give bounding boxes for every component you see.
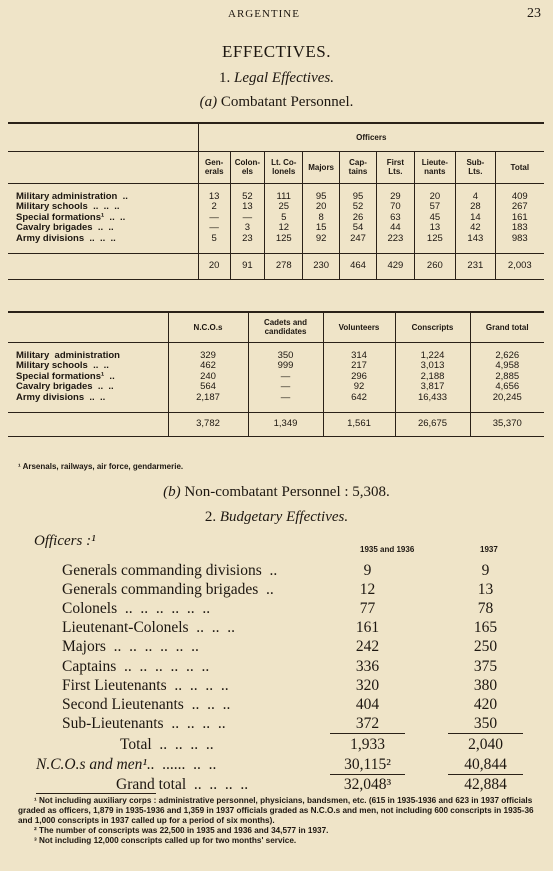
officers-column <box>303 183 339 253</box>
personnel-cell: 92 <box>353 381 365 393</box>
personnel-cell: 564 <box>200 381 216 393</box>
officers-header-8: Total <box>495 151 544 183</box>
section-2-title: Budgetary Effectives. <box>219 509 349 525</box>
officers-total-cell: 20 <box>198 253 230 279</box>
budget-value-1935: 9 <box>363 562 372 579</box>
officers-cell: 42 <box>470 222 481 234</box>
officers-cell: 161 <box>511 211 528 223</box>
subsection-b-heading <box>0 484 553 501</box>
officers-cell: 63 <box>390 211 401 223</box>
budget-value-1935: 372 <box>330 715 405 734</box>
budget-value-1935: 404 <box>355 695 380 713</box>
officers-cell: 13 <box>208 190 220 202</box>
personnel-header-1: Cadets and candidates <box>248 312 323 342</box>
budget-row-label: Total .. .. .. .. <box>120 736 214 753</box>
page-number: 23 <box>527 6 541 21</box>
officers-total-cell: 464 <box>339 253 376 279</box>
officers-cell: 2 <box>211 201 217 213</box>
personnel-cell: 1,224 <box>420 349 445 361</box>
budget-row-label: Grand total .. .. .. .. <box>116 776 249 793</box>
budget-value-1935: 30,115² <box>330 756 405 775</box>
officers-cell: 44 <box>390 222 401 234</box>
personnel-header-2: Volunteers <box>323 312 395 342</box>
officers-cell: 125 <box>426 232 443 244</box>
officers-cell: 267 <box>511 201 528 213</box>
col-1937-header: 1937 <box>480 545 498 554</box>
officers-cell: 143 <box>467 232 484 244</box>
budget-value-1935: 12 <box>359 581 376 599</box>
officers-row-label: Military schools .. .. .. <box>16 201 120 213</box>
personnel-row-label: Military administration <box>16 349 120 361</box>
personnel-total-cell: 1,349 <box>248 412 323 436</box>
officers-row-label: Military administration .. <box>16 190 128 202</box>
officers-cell: 8 <box>318 211 324 223</box>
officers-cell: 95 <box>352 190 364 202</box>
officers-total-cell: 231 <box>456 253 495 279</box>
personnel-header-3: Conscripts <box>395 312 470 342</box>
personnel-cell: 2,626 <box>495 349 520 361</box>
officers-cell: 223 <box>387 232 404 244</box>
budget-value-1937: 350 <box>448 715 523 734</box>
budget-value-1935: 336 <box>355 657 380 675</box>
officers-cell: 247 <box>350 232 366 244</box>
budget-row-label: First Lieutenants .. .. .. .. <box>62 676 229 694</box>
personnel-header-0: N.C.O.s <box>168 312 248 342</box>
officers-header-6: Lieute- nants <box>414 151 456 183</box>
personnel-cell: 217 <box>351 360 367 372</box>
personnel-row-label: Army divisions .. .. <box>16 391 106 403</box>
subsection-b-text: Non-combatant Personnel : 5,308. <box>184 484 390 500</box>
footnote: ² The number of conscripts was 22,500 in 1935 and 1936 and 34,577 in 1937. <box>34 826 329 835</box>
officers-total-cell: 230 <box>303 253 339 279</box>
personnel-cell: — <box>280 381 291 393</box>
officers-header-2: Lt. Co- lonels <box>265 151 303 183</box>
officers-header-7: Sub- Lts. <box>456 151 495 183</box>
personnel-cell: 3,013 <box>420 360 445 372</box>
officers-column <box>377 183 414 253</box>
footnote: ¹ Not including auxiliary corps : administrative personnel, physicians, bandsmen, etc. (615 in 1935-1936 and 623 in 1937 officials graded as officers, 1,879 in 1935-1936 and 1,359 in 1937 officials graded as N.C.O.s and men, not including 600 conscripts in 1935-36 and 1,000 conscripts in 1937 called up for a period of six months). <box>18 796 534 825</box>
budget-row-label: Captains .. .. .. .. .. .. <box>62 657 210 675</box>
officers-cell: 20 <box>315 201 327 213</box>
footnotes <box>18 796 543 846</box>
personnel-cell: 4,656 <box>495 381 520 393</box>
officers-cell: 14 <box>470 211 481 223</box>
personnel-column <box>470 342 544 412</box>
personnel-cell: 20,245 <box>492 391 522 403</box>
officers-cell: 409 <box>511 190 528 202</box>
officers-cell: 4 <box>472 190 478 202</box>
budget-row-label: Sub-Lieutenants .. .. .. .. <box>62 714 226 732</box>
subsection-a-heading <box>0 94 553 111</box>
officers-cell: — <box>209 222 219 234</box>
officers-column <box>198 183 230 253</box>
budget-row-label: Colonels .. .. .. .. .. .. <box>62 600 211 618</box>
officers-cell: 23 <box>242 232 253 244</box>
personnel-cell: 642 <box>351 391 367 403</box>
officers-cell: 3 <box>244 222 251 234</box>
page-title: EFFECTIVES. <box>222 42 331 61</box>
personnel-cell: 350 <box>277 349 294 361</box>
officers-cell: 25 <box>278 201 290 213</box>
officers-total-cell: 278 <box>265 253 303 279</box>
officers-column <box>414 183 456 253</box>
footnote: ³ Not including 12,000 conscripts called up for two months' service. <box>34 836 297 845</box>
officers-column <box>265 183 303 253</box>
section-2-heading <box>0 509 553 526</box>
officers-column <box>339 183 376 253</box>
budget-value-1937: 380 <box>473 676 498 694</box>
personnel-column <box>323 342 395 412</box>
budget-value-1937: 250 <box>473 638 498 656</box>
personnel-row-label: Military schools .. .. <box>16 360 109 372</box>
officers-column <box>456 183 495 253</box>
officers-cell: — <box>242 211 253 223</box>
budget-row-label: Majors .. .. .. .. .. .. <box>62 638 199 656</box>
officers-label: Officers :¹ <box>34 533 96 549</box>
personnel-header-4: Grand total <box>470 312 544 342</box>
table-footnote: ¹ Arsenals, railways, air force, gendarmerie. <box>18 462 184 471</box>
officers-cell: 29 <box>390 190 401 202</box>
budget-value-1935: 161 <box>355 619 380 637</box>
officers-total-cell: 429 <box>377 253 414 279</box>
officers-header-3: Majors <box>303 151 339 183</box>
budget-value-1937: 375 <box>473 657 498 675</box>
officers-cell: 57 <box>429 201 441 213</box>
personnel-total-cell: 26,675 <box>395 412 470 436</box>
budget-row-label: Generals commanding divisions .. <box>62 562 278 579</box>
officers-cell: 54 <box>352 222 364 234</box>
budget-value-1935: 77 <box>359 600 376 618</box>
officers-table <box>8 122 544 280</box>
budget-value-1937: 9 <box>481 562 490 579</box>
personnel-cell: 314 <box>351 349 367 361</box>
budget-row-label: Lieutenant-Colonels .. .. .. <box>62 619 236 637</box>
officers-header-1: Colon- els <box>230 151 264 183</box>
officers-cell: — <box>209 211 219 223</box>
officers-column <box>495 183 544 253</box>
officers-cell: 28 <box>470 201 481 213</box>
officers-header-5: First Lts. <box>377 151 414 183</box>
officers-cell: 20 <box>429 190 441 202</box>
officers-cell: 5 <box>211 232 217 244</box>
footnote-divider <box>36 793 156 794</box>
personnel-column <box>395 342 470 412</box>
officers-cell: 52 <box>242 190 253 202</box>
officers-total-cell: 2,003 <box>495 253 544 279</box>
officers-cell: 26 <box>352 211 364 223</box>
personnel-cell: 16,433 <box>417 391 448 403</box>
budget-value-1937: 13 <box>477 581 494 599</box>
subsection-a-title: Combatant Personnel. <box>220 94 354 110</box>
officers-row-label: Cavalry brigades .. .. <box>16 222 114 234</box>
personnel-row-label: Cavalry brigades .. .. <box>16 381 114 393</box>
officers-cell: 111 <box>276 190 291 202</box>
section-1-heading <box>0 70 553 87</box>
personnel-table <box>8 311 544 437</box>
officers-header-4: Cap- tains <box>339 151 376 183</box>
officers-cell: 45 <box>429 211 441 223</box>
personnel-cell: — <box>280 370 291 382</box>
budget-value-1937: 2,040 <box>468 736 503 753</box>
personnel-column <box>168 342 248 412</box>
col-1935-header: 1935 and 1936 <box>360 545 415 554</box>
personnel-cell: 329 <box>200 349 216 361</box>
budget-value-1935: 32,048³ <box>343 776 392 793</box>
personnel-cell: 2,188 <box>420 370 445 382</box>
officers-cell: 5 <box>281 211 287 223</box>
officers-cell: 183 <box>511 222 528 234</box>
officers-cell: 95 <box>315 190 327 202</box>
budget-value-1937: 42,884 <box>464 776 507 793</box>
officers-cell: 13 <box>242 201 253 213</box>
budget-row-label: Second Lieutenants .. .. .. <box>62 695 231 713</box>
section-1-number: 1. <box>219 70 231 86</box>
officers-cell: 70 <box>390 201 401 213</box>
budget-value-1937: 165 <box>473 619 498 637</box>
personnel-cell: 3,817 <box>420 381 445 393</box>
personnel-cell: 2,187 <box>196 391 220 403</box>
personnel-row-labels <box>8 342 168 412</box>
section-2-number: 2. <box>204 509 217 525</box>
personnel-cell: 462 <box>200 360 216 372</box>
personnel-total-cell: 3,782 <box>168 412 248 436</box>
officers-group-header: Officers <box>198 123 544 151</box>
officers-row-labels <box>8 183 198 253</box>
subsection-a-label: (a) <box>199 94 218 110</box>
personnel-cell: 4,958 <box>495 360 520 372</box>
officers-column <box>230 183 264 253</box>
officers-cell: 15 <box>315 222 327 234</box>
personnel-cell: 999 <box>277 360 294 372</box>
personnel-cell: 240 <box>200 370 216 382</box>
subsection-b-label: (b) <box>163 484 181 500</box>
officers-cell: 12 <box>278 222 290 234</box>
personnel-total-cell: 1,561 <box>323 412 395 436</box>
budget-value-1935: 1,933 <box>350 736 385 753</box>
officers-cell: 13 <box>429 222 441 234</box>
personnel-column <box>248 342 323 412</box>
running-header: ARGENTINE <box>228 8 300 20</box>
personnel-cell: 2,885 <box>495 370 520 382</box>
budget-value-1937: 40,844 <box>448 756 523 775</box>
officers-row-label: Army divisions .. .. .. <box>16 232 116 244</box>
section-1-title: Legal Effectives. <box>234 70 334 86</box>
budget-row-label: N.C.O.s and men¹.. ...... .. .. <box>36 756 217 773</box>
budget-value-1935: 320 <box>355 676 380 694</box>
officers-row-label: Special formations¹ .. .. <box>16 211 126 223</box>
officers-total-cell: 91 <box>230 253 264 279</box>
officers-cell: 92 <box>315 232 327 244</box>
personnel-cell: — <box>280 391 291 403</box>
personnel-row-label: Special formations¹ .. <box>16 370 115 382</box>
budget-value-1935: 242 <box>355 638 380 656</box>
officers-header-0: Gen- erals <box>198 151 230 183</box>
budget-value-1937: 420 <box>473 695 498 713</box>
officers-cell: 125 <box>275 232 292 244</box>
personnel-total-cell: 35,370 <box>470 412 544 436</box>
officers-cell: 52 <box>352 201 364 213</box>
personnel-cell: 296 <box>351 370 367 382</box>
officers-cell: 983 <box>511 232 528 244</box>
budget-value-1937: 78 <box>477 600 494 618</box>
budget-row-label: Generals commanding brigades .. <box>62 581 274 599</box>
officers-total-cell: 260 <box>414 253 456 279</box>
